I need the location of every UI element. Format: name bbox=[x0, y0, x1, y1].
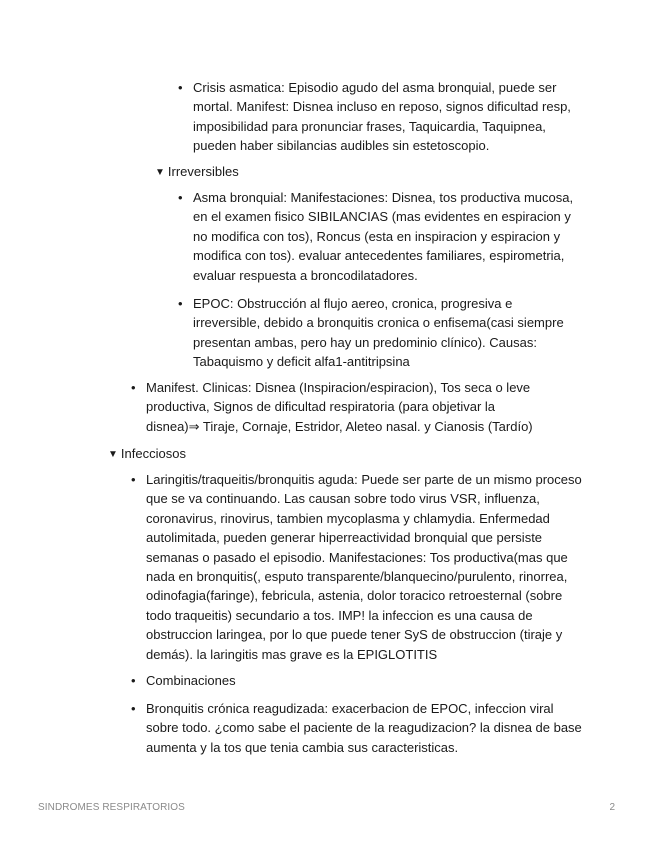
list-item-manifest-clinicas bbox=[131, 378, 542, 436]
list-item-laringitis bbox=[131, 470, 583, 664]
list-item-text: Combinaciones bbox=[146, 673, 236, 688]
list-item-text: Bronquitis crónica reagudizada: exacerbacion de EPOC, infeccion viral sobre todo. ¿como sabe el paciente de la reagudizacion? la disnea de base aumenta y la tos que tenia cambia sus caracteristicas. bbox=[146, 701, 582, 755]
bullet-icon: • bbox=[131, 472, 136, 487]
bullet-icon: • bbox=[178, 190, 183, 205]
toggle-infecciosos[interactable] bbox=[108, 444, 186, 464]
toggle-label: Irreversibles bbox=[167, 164, 239, 179]
footer-title: SINDROMES RESPIRATORIOS bbox=[38, 802, 185, 813]
toggle-label: Infecciosos bbox=[120, 446, 186, 461]
list-item-crisis-asmatica bbox=[178, 78, 581, 156]
list-item-text: Crisis asmatica: Episodio agudo del asma bronquial, puede ser mortal. Manifest: Disnea incluso en reposo, signos dificultad resp, imposibilidad para pronunciar frases, Taquicardia, Taquipnea, pueden haber sibilancias audibles sin estetoscopio. bbox=[193, 80, 571, 154]
list-item-text: Laringitis/traqueitis/bronquitis aguda: Puede ser parte de un mismo proceso que se va continuando. Las causan sobre todo virus VSR, influenza, coronavirus, rinovirus, tambien mycoplasma y chlamydia. Enfermedad autolimitada, pueden generar hiperreactividad bronquial que persiste semanas o pasado el episodio. Manifestaciones: Tos productiva(mas que nada en bronquitis(, esputo transparente/blanquecino/purulento, rinorrea, odinofagia(faringe), febricula, astenia, dolor toracico retroesternal (sobre todo traqueitis) secundario a tos. IMP! la infeccion es una causa de obstruccion laringea, por lo que puede tener SyS de obstruccion (tiraje y demás). la laringitis mas grave es la EPIGLOTITIS bbox=[146, 472, 582, 662]
list-item-asma-bronquial bbox=[178, 188, 581, 285]
page-number: 2 bbox=[609, 802, 615, 813]
bullet-icon: • bbox=[131, 380, 136, 395]
list-item-text: Asma bronquial: Manifestaciones: Disnea, tos productiva mucosa, en el examen fisico SIBILANCIAS (mas evidentes en espiracion y no modifica con tos), Roncus (esta en inspiracion y espiracion y modifica con tos). evaluar antecedentes familiares, espirometria, evaluar respuesta a broncodilatadores. bbox=[193, 190, 574, 283]
list-item-bronquitis-cronica bbox=[131, 699, 583, 757]
bullet-icon: • bbox=[131, 701, 136, 716]
toggle-irreversibles[interactable] bbox=[155, 162, 239, 182]
triangle-down-icon[interactable]: ▼ bbox=[108, 449, 118, 460]
bullet-icon: • bbox=[178, 296, 183, 311]
triangle-down-icon[interactable]: ▼ bbox=[155, 167, 165, 178]
list-item-combinaciones bbox=[131, 671, 583, 690]
list-item-text: EPOC: Obstrucción al flujo aereo, cronica, progresiva e irreversible, debido a bronquitis cronica o enfisema(casi siempre presentan ambas, pero hay un predominio clínico). Causas: Tabaquismo y deficit alfa1-antitripsina bbox=[193, 296, 564, 370]
list-item-epoc bbox=[178, 294, 581, 372]
bullet-icon: • bbox=[131, 673, 136, 688]
list-item-text: Manifest. Clinicas: Disnea (Inspiracion/espiracion), Tos seca o leve productiva, Signos de dificultad respiratoria (para objetivar la disnea)⇒ Tiraje, Cornaje, Estridor, Aleteo nasal. y Cianosis (Tardío) bbox=[146, 380, 533, 434]
bullet-icon: • bbox=[178, 80, 183, 95]
